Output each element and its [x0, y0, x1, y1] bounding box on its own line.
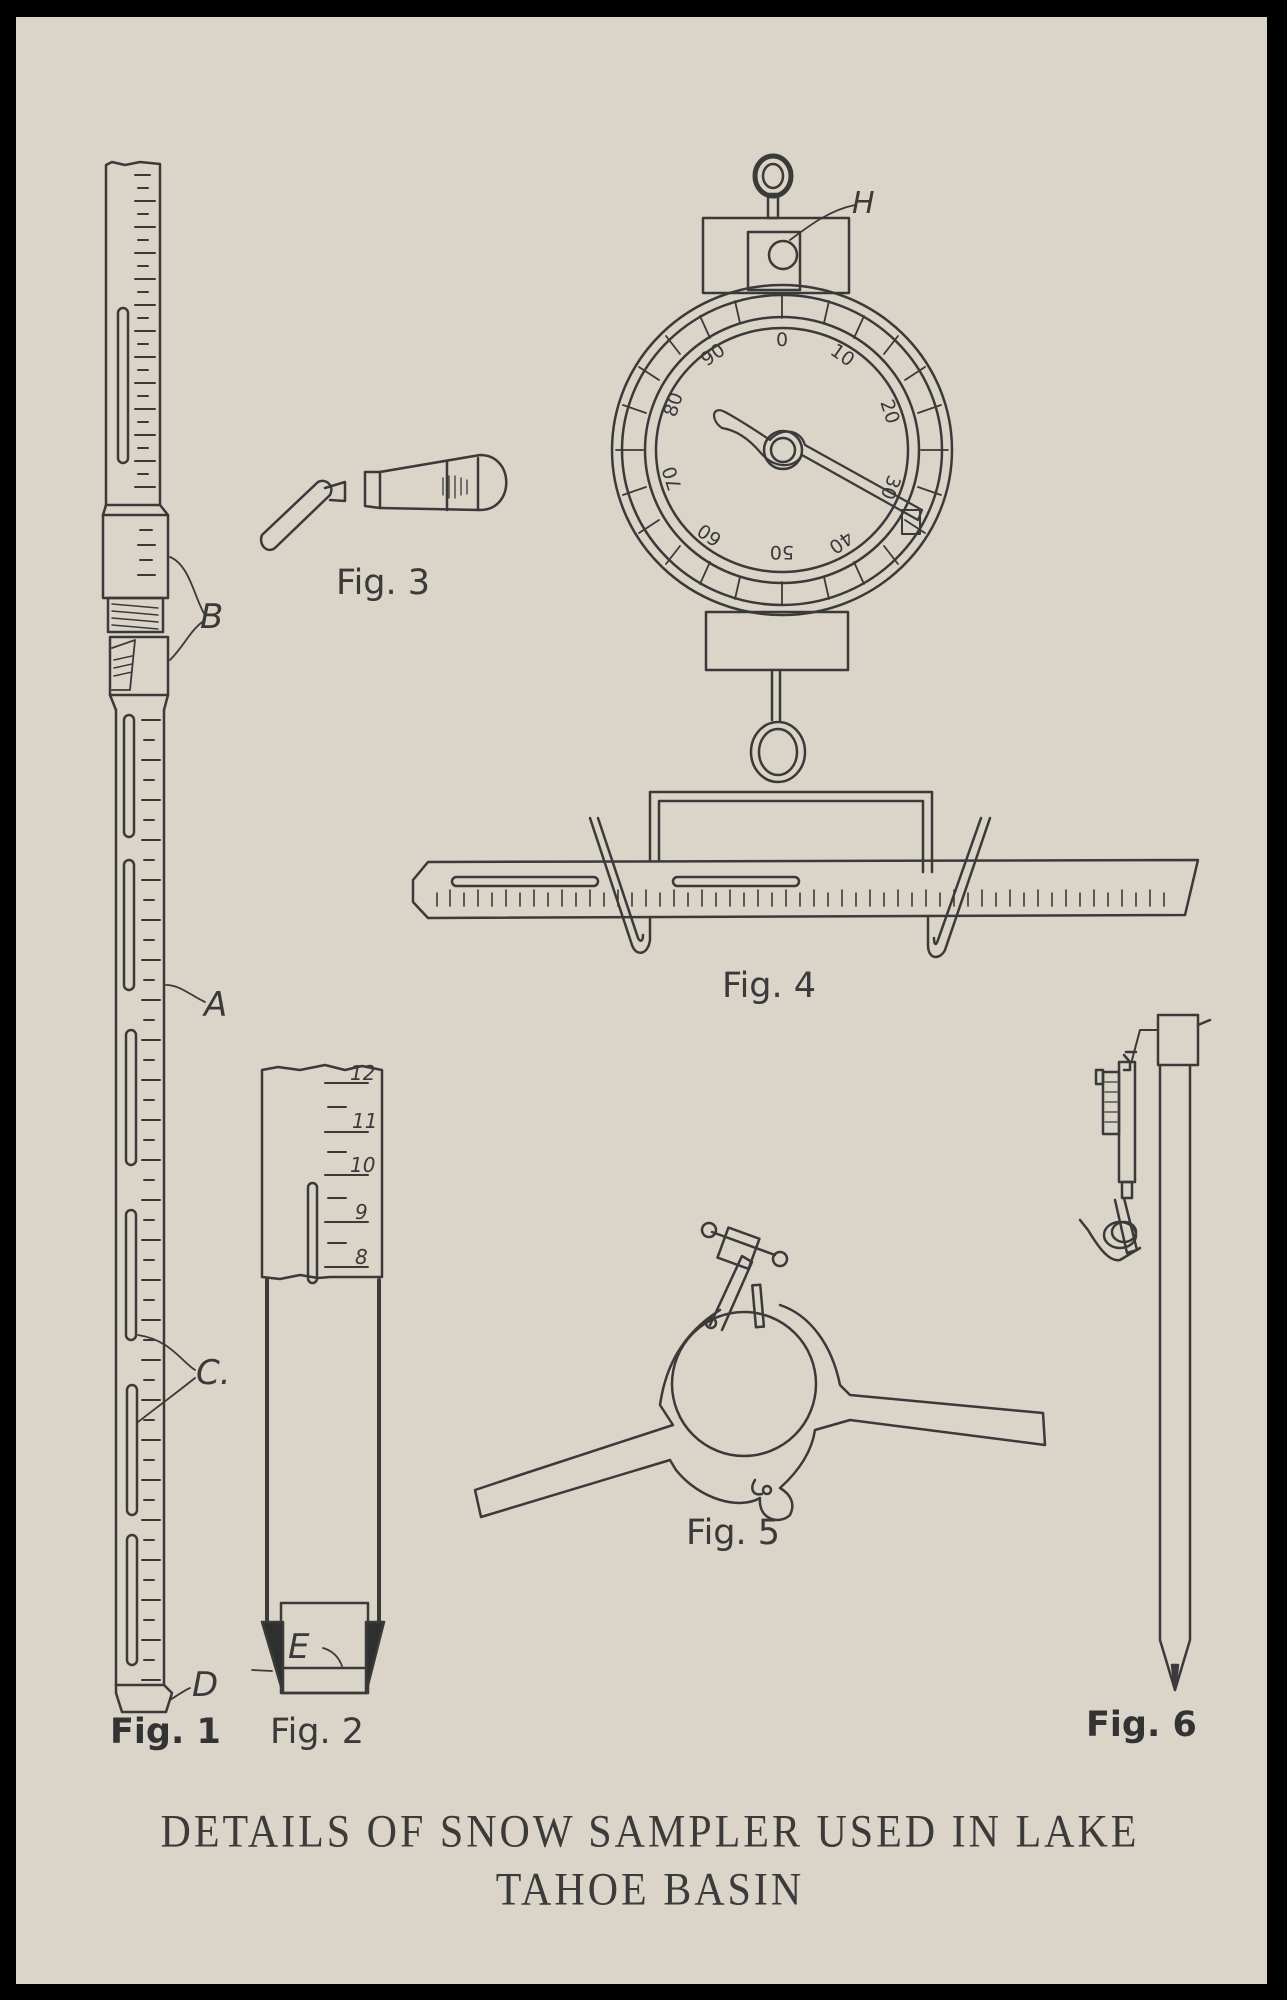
- svg-text:70: 70: [658, 463, 687, 494]
- fig5-clamp-wrench: [475, 1223, 1045, 1520]
- svg-text:40: 40: [824, 526, 858, 558]
- svg-text:80: 80: [659, 389, 688, 420]
- fig3-wrench: [261, 455, 506, 550]
- svg-text:60: 60: [693, 518, 726, 551]
- fig2-scale-numbers: [350, 1061, 377, 1269]
- svg-text:10: 10: [350, 1153, 376, 1177]
- svg-text:9: 9: [355, 1200, 368, 1224]
- callout-d: D: [192, 1665, 219, 1705]
- fig4-dial-numbers: [658, 329, 904, 563]
- fig5-label: Fig. 5: [686, 1513, 781, 1553]
- fig4-spring-scale: [413, 156, 1198, 957]
- callout-h: H: [852, 186, 875, 221]
- callout-b: B: [200, 597, 224, 637]
- callout-a: A: [204, 985, 228, 1025]
- callout-c: C.: [196, 1353, 231, 1393]
- svg-text:11: 11: [352, 1109, 378, 1133]
- caption-line-2: TAHOE BASIN: [495, 1864, 805, 1916]
- svg-text:90: 90: [696, 339, 730, 371]
- svg-text:20: 20: [875, 396, 904, 427]
- fig1-upper-tube: [103, 162, 168, 632]
- svg-text:12: 12: [350, 1061, 376, 1085]
- fig3-label: Fig. 3: [336, 563, 431, 603]
- svg-text:8: 8: [355, 1245, 368, 1269]
- fig6-label: Fig. 6: [1086, 1705, 1197, 1745]
- svg-text:0: 0: [776, 329, 789, 351]
- fig1-label: Fig. 1: [110, 1712, 221, 1752]
- svg-text:30: 30: [875, 472, 905, 503]
- fig1-lower-tube: [110, 637, 172, 1712]
- caption-line-1: DETAILS OF SNOW SAMPLER USED IN LAKE: [160, 1806, 1140, 1858]
- fig4-label: Fig. 4: [722, 966, 817, 1006]
- svg-text:50: 50: [769, 541, 794, 563]
- svg-text:10: 10: [826, 339, 859, 372]
- fig6-spike: [1080, 1015, 1210, 1690]
- fig2-label: Fig. 2: [270, 1712, 365, 1752]
- callout-e: E: [288, 1627, 310, 1667]
- fig1-leader-lines: [138, 557, 205, 1700]
